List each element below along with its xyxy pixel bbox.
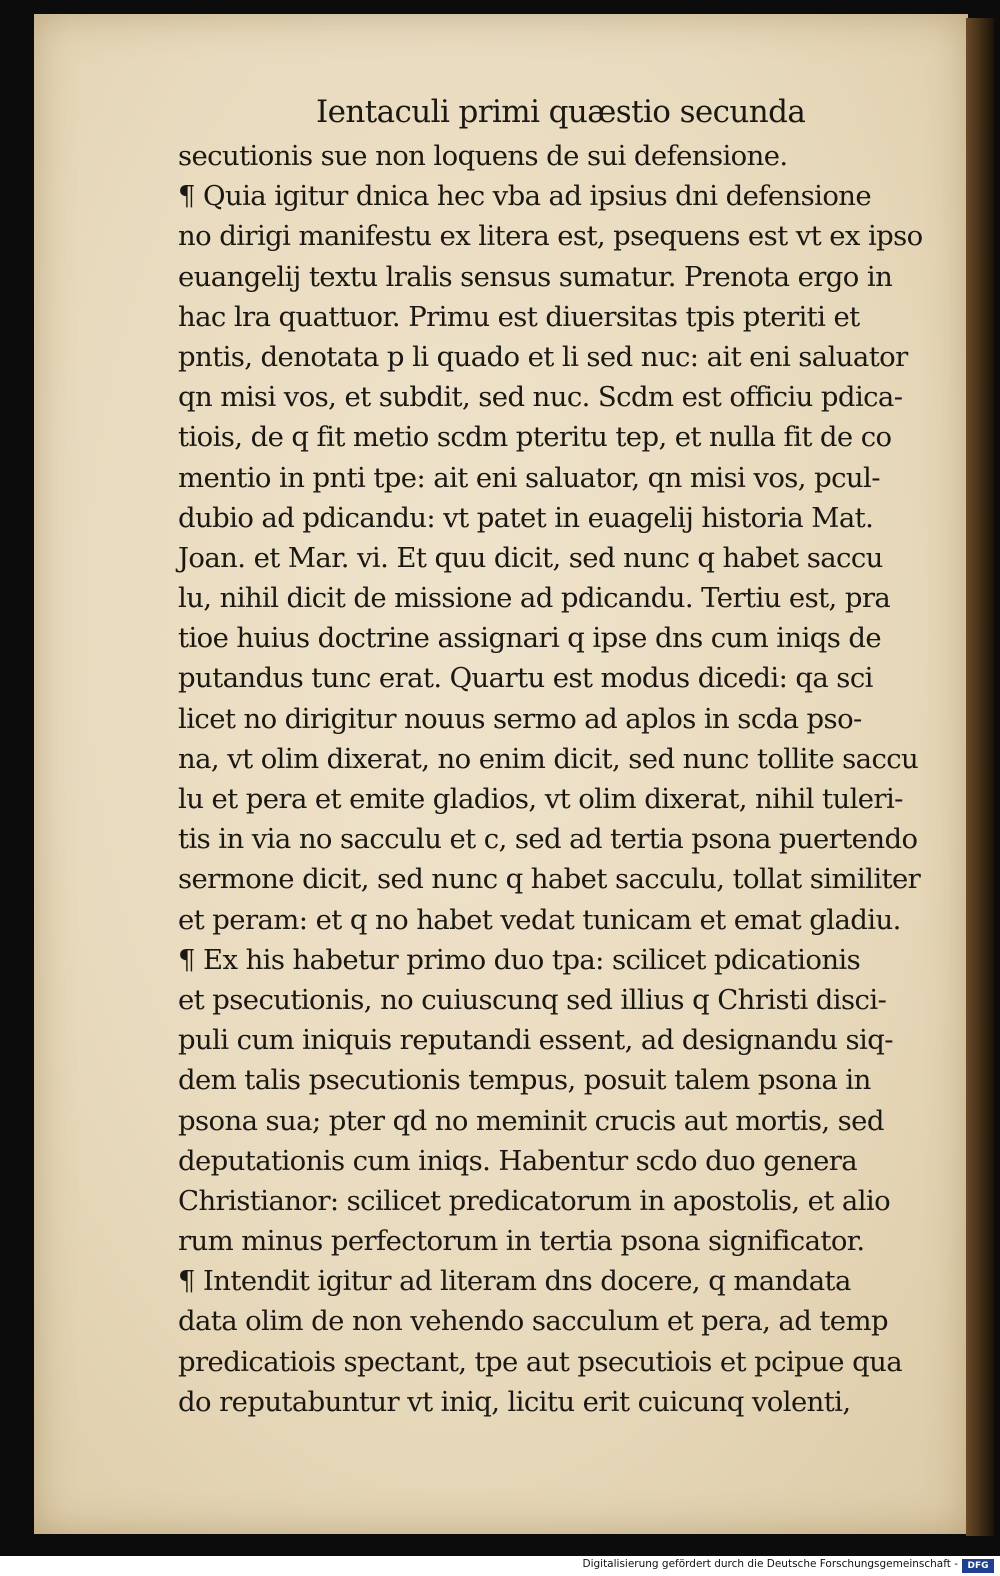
text-line: ¶ Quia igitur dnica hec vba ad ipsius dni defensione bbox=[178, 180, 872, 213]
text-line: lu, nihil dicit de missione ad pdicandu. Tertiu est, pra bbox=[178, 582, 891, 615]
text-line: na, vt olim dixerat, no enim dicit, sed nunc tollite saccu bbox=[178, 742, 919, 775]
text-line: Joan. et Mar. vi. Et quu dicit, sed nunc q habet saccu bbox=[178, 541, 883, 574]
text-line: dem talis psecutionis tempus, posuit talem psona in bbox=[178, 1064, 871, 1097]
text-line: data olim de non vehendo sacculum et pera, ad temp bbox=[178, 1305, 888, 1338]
text-line: tioe huius doctrine assignari q ipse dns cum iniqs de bbox=[178, 622, 882, 655]
text-line: et peram: et q no habet vedat tunicam et emat gladiu. bbox=[178, 903, 901, 936]
text-line: secutionis sue non loquens de sui defensione. bbox=[178, 140, 788, 172]
text-line: hac lra quattuor. Primu est diuersitas tpis pteriti et bbox=[178, 300, 860, 333]
text-line: euangelij textu lralis sensus sumatur. Prenota ergo in bbox=[178, 260, 893, 293]
text-line: pntis, denotata p li quado et li sed nuc: ait eni saluator bbox=[178, 340, 908, 373]
text-line: rum minus perfectorum in tertia psona significator. bbox=[178, 1225, 865, 1258]
page-edge bbox=[966, 18, 994, 1536]
text-line: predicatiois spectant, tpe aut psecutiois et pcipue qua bbox=[178, 1345, 902, 1378]
text-line: deputationis cum iniqs. Habentur scdo duo genera bbox=[178, 1144, 858, 1177]
text-line: mentio in pnti tpe: ait eni saluator, qn misi vos, pcul- bbox=[178, 461, 880, 494]
text-line: licet no dirigitur nouus sermo ad aplos in scda pso- bbox=[178, 702, 862, 735]
text-line: do reputabuntur vt iniq, licitu erit cuicunq volenti, bbox=[178, 1385, 851, 1418]
text-line: ¶ Ex his habetur primo duo tpa: scilicet pdicationis bbox=[178, 943, 861, 976]
text-line: putandus tunc erat. Quartu est modus dicedi: qa sci bbox=[178, 662, 873, 695]
text-line: Christianor: scilicet predicatorum in apostolis, et alio bbox=[178, 1184, 891, 1217]
running-head: Ientaculi primi quæstio secunda bbox=[316, 94, 806, 130]
text-line: no dirigi manifestu ex litera est, psequens est vt ex ipso bbox=[178, 220, 923, 253]
text-line: qn misi vos, et subdit, sed nuc. Scdm est officiu pdica- bbox=[178, 381, 903, 414]
text-line: dubio ad pdicandu: vt patet in euagelij historia Mat. bbox=[178, 501, 874, 534]
text-line: tiois, de q fit metio scdm pteritu tep, et nulla fit de co bbox=[178, 421, 892, 454]
dfg-logo: DFG bbox=[962, 1559, 994, 1573]
text-line: psona sua; pter qd no meminit crucis aut mortis, sed bbox=[178, 1104, 884, 1137]
funding-notice: Digitalisierung gefördert durch die Deutsche Forschungsgemeinschaft - bbox=[582, 1558, 958, 1570]
text-line: puli cum iniquis reputandi essent, ad designandu siq- bbox=[178, 1024, 893, 1057]
text-line: et psecutionis, no cuiuscunq sed illius q Christi disci- bbox=[178, 983, 887, 1016]
text-line: ¶ Intendit igitur ad literam dns docere, q mandata bbox=[178, 1265, 851, 1298]
text-line: lu et pera et emite gladios, vt olim dixerat, nihil tuleri- bbox=[178, 783, 903, 815]
page-text bbox=[178, 88, 958, 1422]
text-line: tis in via no sacculu et c, sed ad tertia psona puertendo bbox=[178, 823, 918, 856]
footer-bar bbox=[0, 1556, 1000, 1576]
text-line: sermone dicit, sed nunc q habet sacculu, tollat similiter bbox=[178, 863, 921, 896]
